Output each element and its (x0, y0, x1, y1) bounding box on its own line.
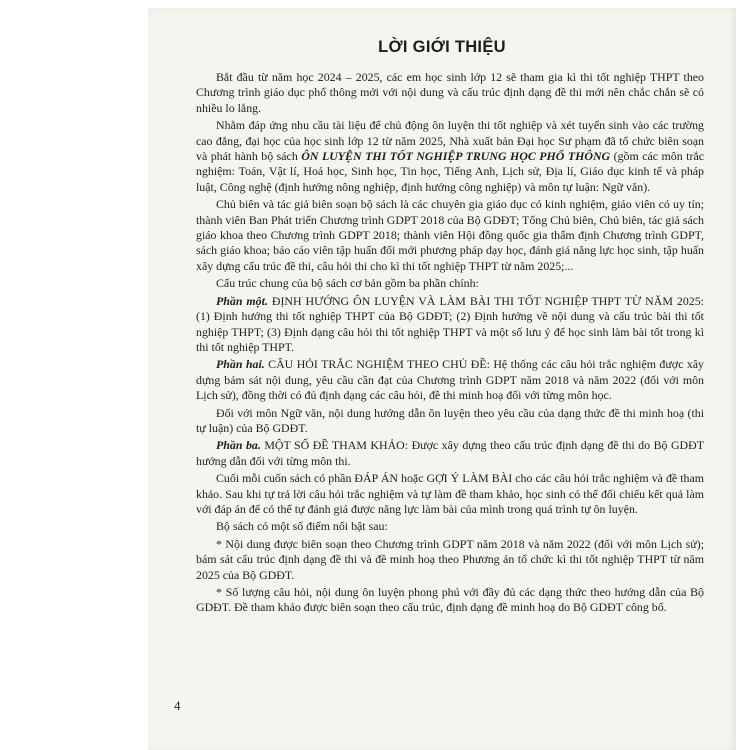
part-two-text: CÂU HỎI TRẮC NGHIỆM THEO CHỦ ĐỀ: Hệ thống các câu hỏi trắc nghiệm được xây dựng bám sát nội dung, yêu cầu cần đạt của Chương trình GDPT năm 2018 và năm 2022 (đối với môn Lịch sử), đồng thời có đủ định dạng các câu hỏi, đề thi minh hoạ đối với từng môn học. (196, 357, 704, 403)
paragraph-3: Chủ biên và tác giả biên soạn bộ sách là các chuyên gia giáo dục có kinh nghiệm, giáo viên có uy tín; thành viên Ban Phát triển Chương trình GDPT 2018 của Bộ GDĐT; Tổng Chủ biên, Chủ biên, tác giả sách giáo khoa theo Chương trình GDPT 2018; thành viên Hội đồng quốc gia thẩm định Chương trình GDPT, sách giáo khoa; báo cáo viên tập huấn đổi mới phương pháp dạy học, đánh giá năng lực học sinh, tập huấn xây dựng cấu trúc đề thi, câu hỏi thi cho kì thi tốt nghiệp THPT từ năm 2025;... (196, 197, 705, 273)
page-number: 4 (174, 698, 181, 713)
page-body (196, 70, 704, 618)
paragraph-literature: Đối với môn Ngữ văn, nội dung hướng dẫn ôn luyện theo yêu cầu của dạng thức đề thi minh hoạ (thi tự luận) của Bộ GDĐT. (196, 405, 704, 435)
part-three-label: Phần ba. (216, 438, 261, 453)
part-one-label: Phần một. (216, 293, 268, 308)
part-one (196, 294, 704, 356)
page-title: LỜI GIỚI THIỆU (378, 38, 506, 56)
book-page (148, 8, 736, 750)
part-three-text: MỘT SỐ ĐỀ THAM KHẢO: Được xây dựng theo cấu trúc định dạng đề thi do Bộ GDĐT hướng dẫn đối với từng môn thi. (196, 438, 704, 468)
paragraph-1: Bắt đầu từ năm học 2024 – 2025, các em học sinh lớp 12 sẽ tham gia kì thi tốt nghiệp THPT theo Chương trình giáo dục phổ thông mới với nội dung và cấu trúc định dạng đề thi mới nên chắc chắn sẽ có nhiều lo lắng. (196, 70, 704, 115)
part-one-text: ĐỊNH HƯỚNG ÔN LUYỆN VÀ LÀM BÀI THI TỐT NGHIỆP THPT TỪ NĂM 2025: (1) Định hướng thi tốt nghiệp THPT của Bộ GDĐT; (2) Định hướng về nội dung và cấu trúc bài thi tốt nghiệp THPT; (3) Định dạng câu hỏi thi tốt nghiệp THPT và một số lưu ý để học sinh làm bài tốt trong kì thi tốt nghiệp THPT. (196, 293, 704, 354)
paragraph-4: Cấu trúc chung của bộ sách cơ bản gồm ba phần chính: (216, 276, 479, 291)
paragraph-answers: Cuối mỗi cuốn sách có phần ĐÁP ÁN hoặc GỢI Ý LÀM BÀI cho các câu hỏi trắc nghiệm và đề tham khảo. Sau khi tự trả lời câu hỏi trắc nghiệm và tự làm đề tham khảo, học sinh có thể đối chiếu kết quả làm với đáp án để có thể tự đánh giá được năng lực làm bài của mình trong quá trình tự ôn luyện. (196, 471, 704, 516)
paragraph-2 (196, 118, 704, 195)
part-two (196, 357, 704, 403)
paragraph-highlights: Bộ sách có một số điểm nổi bật sau: (216, 519, 388, 534)
book-series-title: ÔN LUYỆN THI TỐT NGHIỆP TRUNG HỌC PHỔ THÔNG (301, 149, 611, 164)
paragraph-2-text-b: (gồm các môn trắc nghiệm: Toán, Vật lí, Hoá học, Sinh học, Tin học, Tiếng Anh, Lịch sử, Địa lí, Giáo dục kinh tế và pháp luật, Công nghệ (định hướng nông nghiệp, định hướng công nghiệp) và môn tự luận: Ngữ văn). (196, 149, 704, 194)
highlight-item-2: * Số lượng câu hỏi, nội dung ôn luyện phong phú với đầy đủ các dạng thức theo hướng dẫn của Bộ GDĐT. Đề tham khảo được biên soạn theo cấu trúc, định dạng đề minh hoạ do Bộ GDĐT công bố. (196, 585, 704, 615)
paragraph-2-text-a: Nhằm đáp ứng nhu cầu tài liệu để chủ động ôn luyện thi tốt nghiệp và xét tuyển sinh vào các trường cao đẳng, đại học của học sinh lớp 12 từ năm 2025, Nhà xuất bản Đại học Sư phạm đã tổ chức biên soạn và phát hành bộ sách (196, 118, 704, 164)
part-three (196, 438, 704, 469)
highlight-item-1: * Nội dung được biên soạn theo Chương trình GDPT năm 2018 và năm 2022 (đối với môn Lịch sử); bám sát cấu trúc định dạng đề thi và đề minh hoạ theo Phương án tổ chức kì thi tốt nghiệp THPT từ năm 2025 của Bộ GDĐT. (196, 536, 704, 582)
part-two-label: Phần hai. (216, 357, 265, 372)
